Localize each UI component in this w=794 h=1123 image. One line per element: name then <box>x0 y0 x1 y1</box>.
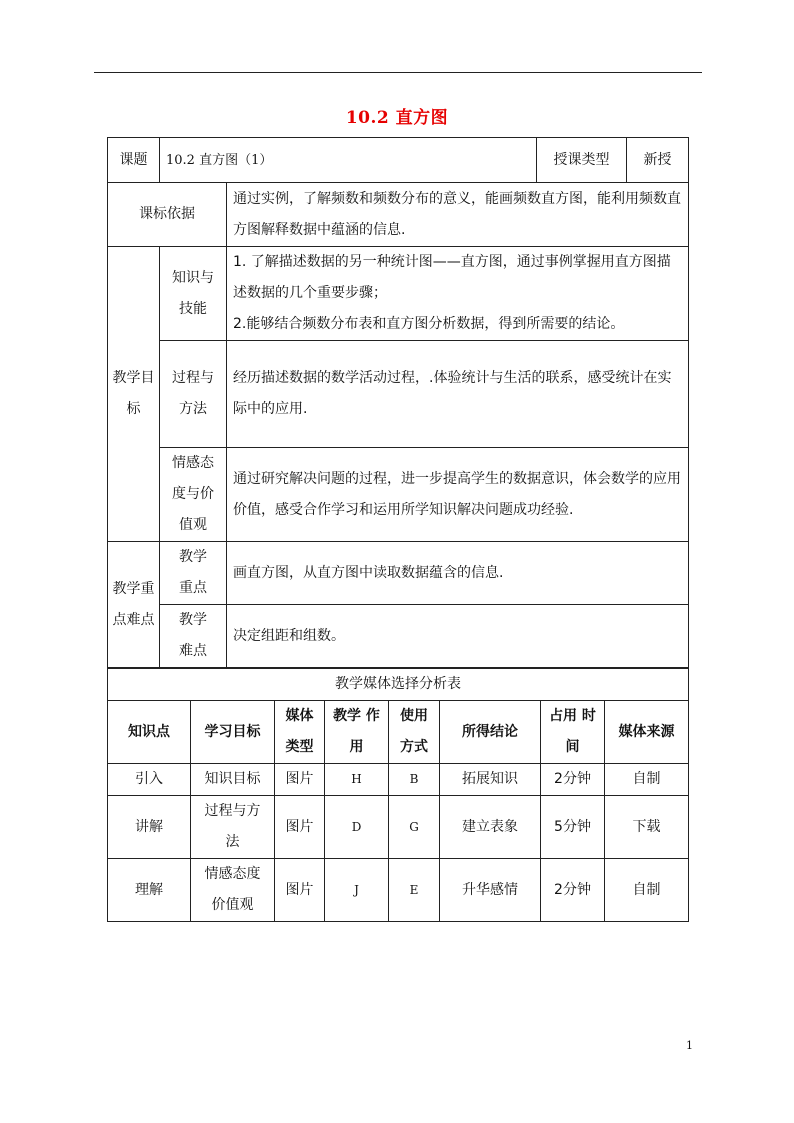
cell-time: 5分钟 <box>541 796 605 859</box>
topic-value: 10.2 直方图（1） <box>160 138 537 183</box>
cell-time: 2分钟 <box>541 764 605 796</box>
goal-row-process <box>108 341 689 448</box>
basis-label: 课标依据 <box>108 183 227 247</box>
goal-text-knowledge <box>227 247 689 341</box>
media-header-row <box>108 701 689 764</box>
type-value: 新授 <box>627 138 689 183</box>
cell-teaching-role: J <box>325 859 389 922</box>
goal-label-process: 过程与方法 <box>160 341 227 448</box>
media-caption: 教学媒体选择分析表 <box>108 669 689 701</box>
header-teaching-role: 教学 作用 <box>325 701 389 764</box>
cell-conclusion: 升华感情 <box>440 859 541 922</box>
goal-text-knowledge-1: 1. 了解描述数据的另一种统计图——直方图，通过事例掌握用直方图描述数据的几个重要步骤； <box>233 254 671 301</box>
basis-row <box>108 183 689 247</box>
header-knowledge-point: 知识点 <box>108 701 191 764</box>
focus-text-key: 画直方图，从直方图中读取数据蕴含的信息. <box>227 542 689 605</box>
focus-row-difficult <box>108 605 689 668</box>
cell-usage-mode: B <box>389 764 440 796</box>
focus-text-difficult: 决定组距和组数。 <box>227 605 689 668</box>
cell-knowledge-point: 讲解 <box>108 796 191 859</box>
goal-row-emotion <box>108 448 689 542</box>
table-row <box>108 764 689 796</box>
goals-label: 教学目标 <box>108 247 160 542</box>
header-rule <box>94 72 702 73</box>
goal-text-process: 经历描述数据的数学活动过程，.体验统计与生活的联系，感受统计在实际中的应用. <box>227 341 689 448</box>
cell-learning-goal: 过程与方法 <box>191 796 275 859</box>
header-learning-goal: 学习目标 <box>191 701 275 764</box>
cell-media-source: 下载 <box>605 796 689 859</box>
header-media-type: 媒体类型 <box>275 701 325 764</box>
cell-learning-goal: 情感态度价值观 <box>191 859 275 922</box>
media-analysis-table <box>107 668 689 922</box>
goal-row-knowledge <box>108 247 689 341</box>
topic-row <box>108 138 689 183</box>
cell-teaching-role: H <box>325 764 389 796</box>
header-usage-mode: 使用方式 <box>389 701 440 764</box>
cell-usage-mode: G <box>389 796 440 859</box>
cell-time: 2分钟 <box>541 859 605 922</box>
page-number: 1 <box>686 1039 693 1052</box>
goal-text-knowledge-2: 2.能够结合频数分布表和直方图分析数据，得到所需要的结论。 <box>233 316 625 332</box>
lesson-plan-table <box>107 137 689 668</box>
cell-media-type: 图片 <box>275 859 325 922</box>
table-row <box>108 859 689 922</box>
media-caption-row <box>108 669 689 701</box>
cell-usage-mode: E <box>389 859 440 922</box>
cell-media-type: 图片 <box>275 796 325 859</box>
focus-label-key: 教学重点 <box>160 542 227 605</box>
header-time: 占用 时间 <box>541 701 605 764</box>
page-title: 10.2 直方图 <box>345 108 449 128</box>
cell-media-type: 图片 <box>275 764 325 796</box>
type-label: 授课类型 <box>537 138 627 183</box>
cell-media-source: 自制 <box>605 859 689 922</box>
cell-knowledge-point: 引入 <box>108 764 191 796</box>
header-media-source: 媒体来源 <box>605 701 689 764</box>
focus-row-key <box>108 542 689 605</box>
goal-text-emotion: 通过研究解决问题的过程，进一步提高学生的数据意识，体会数学的应用价值，感受合作学习和运用所学知识解决问题成功经验. <box>227 448 689 542</box>
cell-conclusion: 建立表象 <box>440 796 541 859</box>
topic-label: 课题 <box>108 138 160 183</box>
focus-label-difficult: 教学难点 <box>160 605 227 668</box>
cell-media-source: 自制 <box>605 764 689 796</box>
cell-knowledge-point: 理解 <box>108 859 191 922</box>
cell-conclusion: 拓展知识 <box>440 764 541 796</box>
cell-teaching-role: D <box>325 796 389 859</box>
goal-label-knowledge: 知识与技能 <box>160 247 227 341</box>
cell-learning-goal: 知识目标 <box>191 764 275 796</box>
header-conclusion: 所得结论 <box>440 701 541 764</box>
goal-label-emotion: 情感态度与价值观 <box>160 448 227 542</box>
basis-text: 通过实例，了解频数和频数分布的意义，能画频数直方图，能利用频数直方图解释数据中蕴涵的信息. <box>227 183 689 247</box>
table-row <box>108 796 689 859</box>
focus-label: 教学重点难点 <box>108 542 160 668</box>
